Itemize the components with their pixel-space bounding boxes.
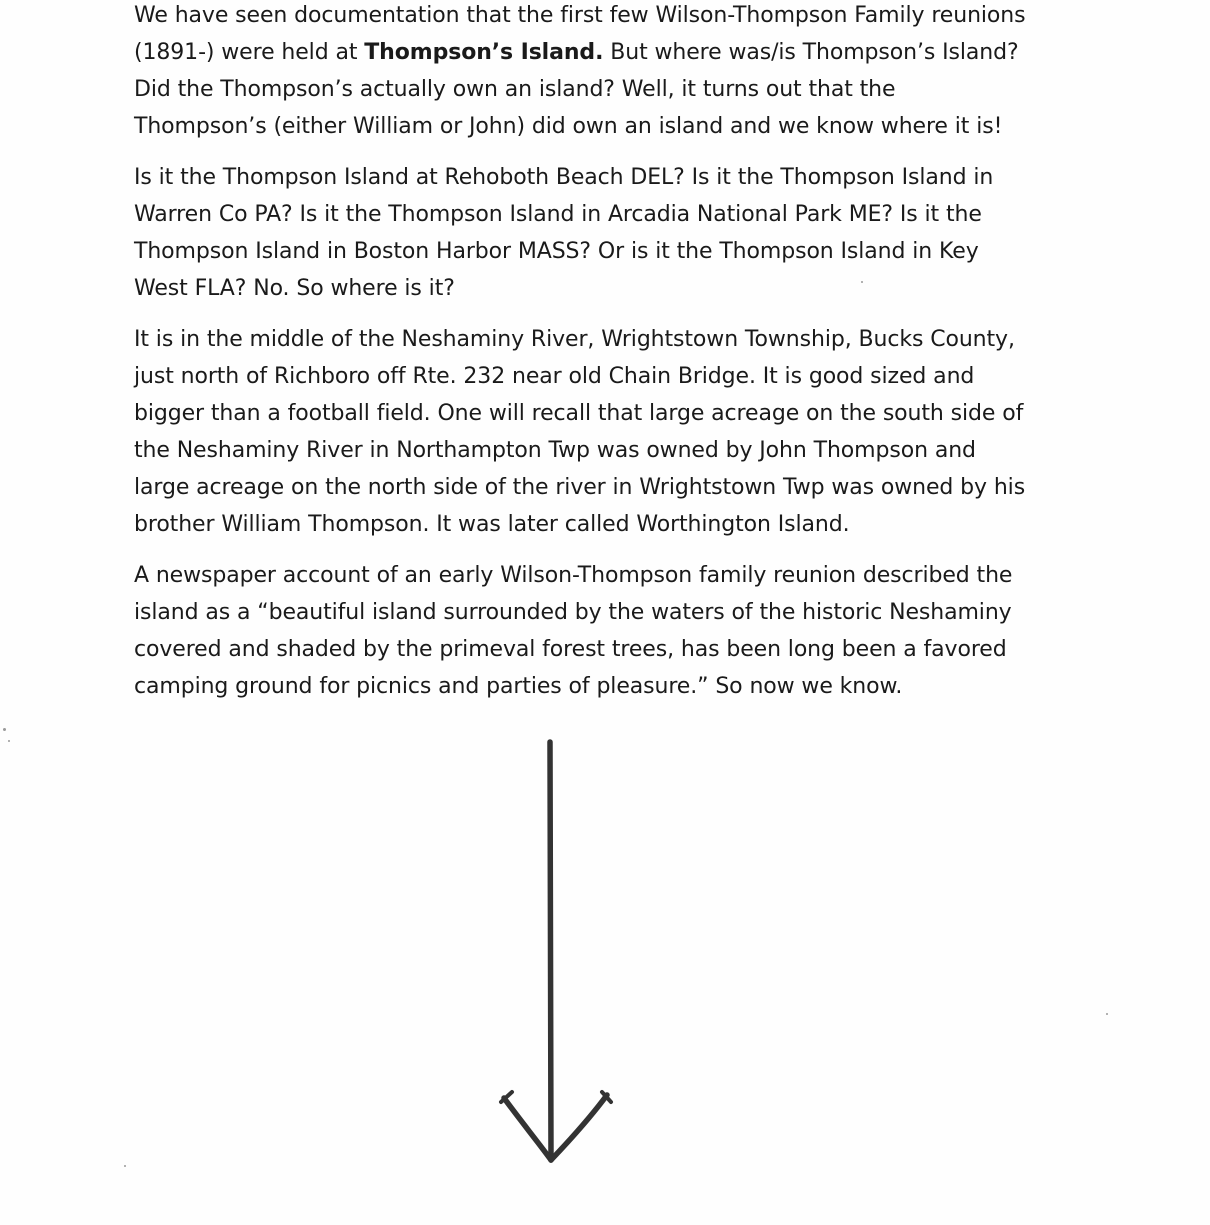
text-line bbox=[134, 668, 1094, 705]
text-run: bigger than a football field. One will recall that large acreage on the south side of bbox=[134, 401, 1024, 426]
text-line bbox=[134, 71, 1094, 108]
text-line bbox=[134, 557, 1094, 594]
text-line bbox=[134, 0, 1094, 34]
text-run: Thompson’s (either William or John) did own an island and we know where it is! bbox=[134, 114, 1003, 139]
text-run: Thompson Island in Boston Harbor MASS? Or is it the Thompson Island in Key bbox=[134, 239, 979, 264]
text-line bbox=[134, 395, 1094, 432]
text-line bbox=[134, 358, 1094, 395]
down-arrow-icon bbox=[490, 730, 620, 1170]
text-run: brother William Thompson. It was later called Worthington Island. bbox=[134, 512, 850, 537]
text-line bbox=[134, 321, 1094, 358]
text-run: camping ground for picnics and parties of pleasure.” So now we know. bbox=[134, 674, 903, 699]
text-run: large acreage on the north side of the river in Wrightstown Twp was owned by his bbox=[134, 475, 1026, 500]
text-run: It is in the middle of the Neshaminy River, Wrightstown Township, Bucks County, bbox=[134, 327, 1015, 352]
text-line bbox=[134, 432, 1094, 469]
text-line bbox=[134, 631, 1094, 668]
scan-speck bbox=[1106, 1013, 1108, 1015]
text-run: West FLA? No. So where is it? bbox=[134, 276, 455, 301]
text-run: Warren Co PA? Is it the Thompson Island in Arcadia National Park ME? Is it the bbox=[134, 202, 982, 227]
text-line bbox=[134, 233, 1094, 270]
text-run: island as a “beautiful island surrounded by the waters of the historic Neshaminy bbox=[134, 600, 1012, 625]
text-run: But where was/is Thompson’s Island? bbox=[603, 40, 1019, 65]
paragraph bbox=[134, 557, 1094, 705]
text-line bbox=[134, 34, 1094, 71]
text-run: covered and shaded by the primeval forest trees, has been long been a favored bbox=[134, 637, 1007, 662]
scan-speck bbox=[3, 728, 6, 731]
text-run: A newspaper account of an early Wilson-Thompson family reunion described the bbox=[134, 563, 1013, 588]
text-run: Is it the Thompson Island at Rehoboth Beach DEL? Is it the Thompson Island in bbox=[134, 165, 994, 190]
text-run: (1891-) were held at bbox=[134, 40, 365, 65]
text-run: just north of Richboro off Rte. 232 near old Chain Bridge. It is good sized and bbox=[134, 364, 975, 389]
scan-speck bbox=[8, 740, 10, 742]
paragraph bbox=[134, 159, 1094, 307]
text-line bbox=[134, 196, 1094, 233]
bold-place-name: Thompson’s Island. bbox=[364, 40, 604, 65]
paragraph bbox=[134, 321, 1094, 543]
text-line bbox=[134, 469, 1094, 506]
text-run: Did the Thompson’s actually own an island? Well, it turns out that the bbox=[134, 77, 896, 102]
text-line bbox=[134, 108, 1094, 145]
text-line bbox=[134, 594, 1094, 631]
text-run: We have seen documentation that the first few Wilson-Thompson Family reunions bbox=[134, 3, 1026, 28]
text-run: the Neshaminy River in Northampton Twp was owned by John Thompson and bbox=[134, 438, 976, 463]
scan-speck bbox=[124, 1165, 126, 1167]
scan-speck bbox=[861, 281, 863, 283]
paragraph bbox=[134, 0, 1094, 145]
text-line bbox=[134, 159, 1094, 196]
text-line bbox=[134, 506, 1094, 543]
text-line bbox=[134, 270, 1094, 307]
document-body bbox=[134, 0, 1094, 705]
